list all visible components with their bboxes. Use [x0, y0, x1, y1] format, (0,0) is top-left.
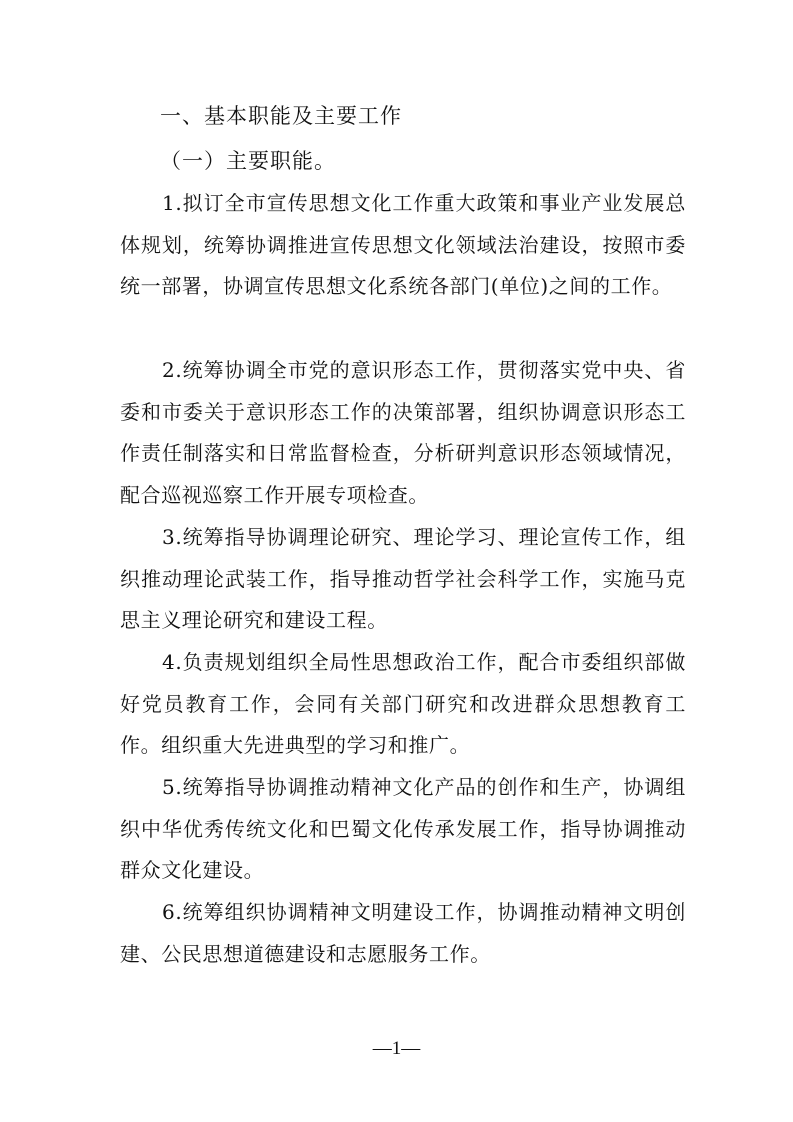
paragraph-1: 1.拟订全市宣传思想文化工作重大政策和事业产业发展总体规划，统筹协调推进宣传思想文化领域法治建设，按照市委统一部署，协调宣传思想文化系统各部门(单位)之间的工作。 — [120, 191, 686, 298]
paragraph-4: 4.负责规划组织全局性思想政治工作，配合市委组织部做好党员教育工作，会同有关部门研究和改进群众思想教育工作。组织重大先进典型的学习和推广。 — [120, 650, 686, 757]
paragraph-2: 2.统筹协调全市党的意识形态工作，贯彻落实党中央、省委和市委关于意识形态工作的决策部署，组织协调意识形态工作责任制落实和日常监督检查，分析研判意识形态领域情况，配合巡视巡察工作开展专项检查。 — [120, 358, 686, 507]
paragraph-6: 6.统筹组织协调精神文明建设工作，协调推动精神文明创建、公民思想道德建设和志愿服务工作。 — [120, 900, 686, 966]
section-heading: 一、基本职能及主要工作 — [160, 104, 402, 128]
paragraph-5: 5.统筹指导协调推动精神文化产品的创作和生产，协调组织中华优秀传统文化和巴蜀文化传承发展工作，指导协调推动群众文化建设。 — [120, 775, 686, 882]
page-number: —1— — [372, 1038, 421, 1059]
subsection-heading: （一）主要职能。 — [160, 149, 336, 173]
paragraph-3: 3.统筹指导协调理论研究、理论学习、理论宣传工作，组织推动理论武装工作，指导推动哲学社会科学工作，实施马克思主义理论研究和建设工程。 — [120, 525, 686, 632]
